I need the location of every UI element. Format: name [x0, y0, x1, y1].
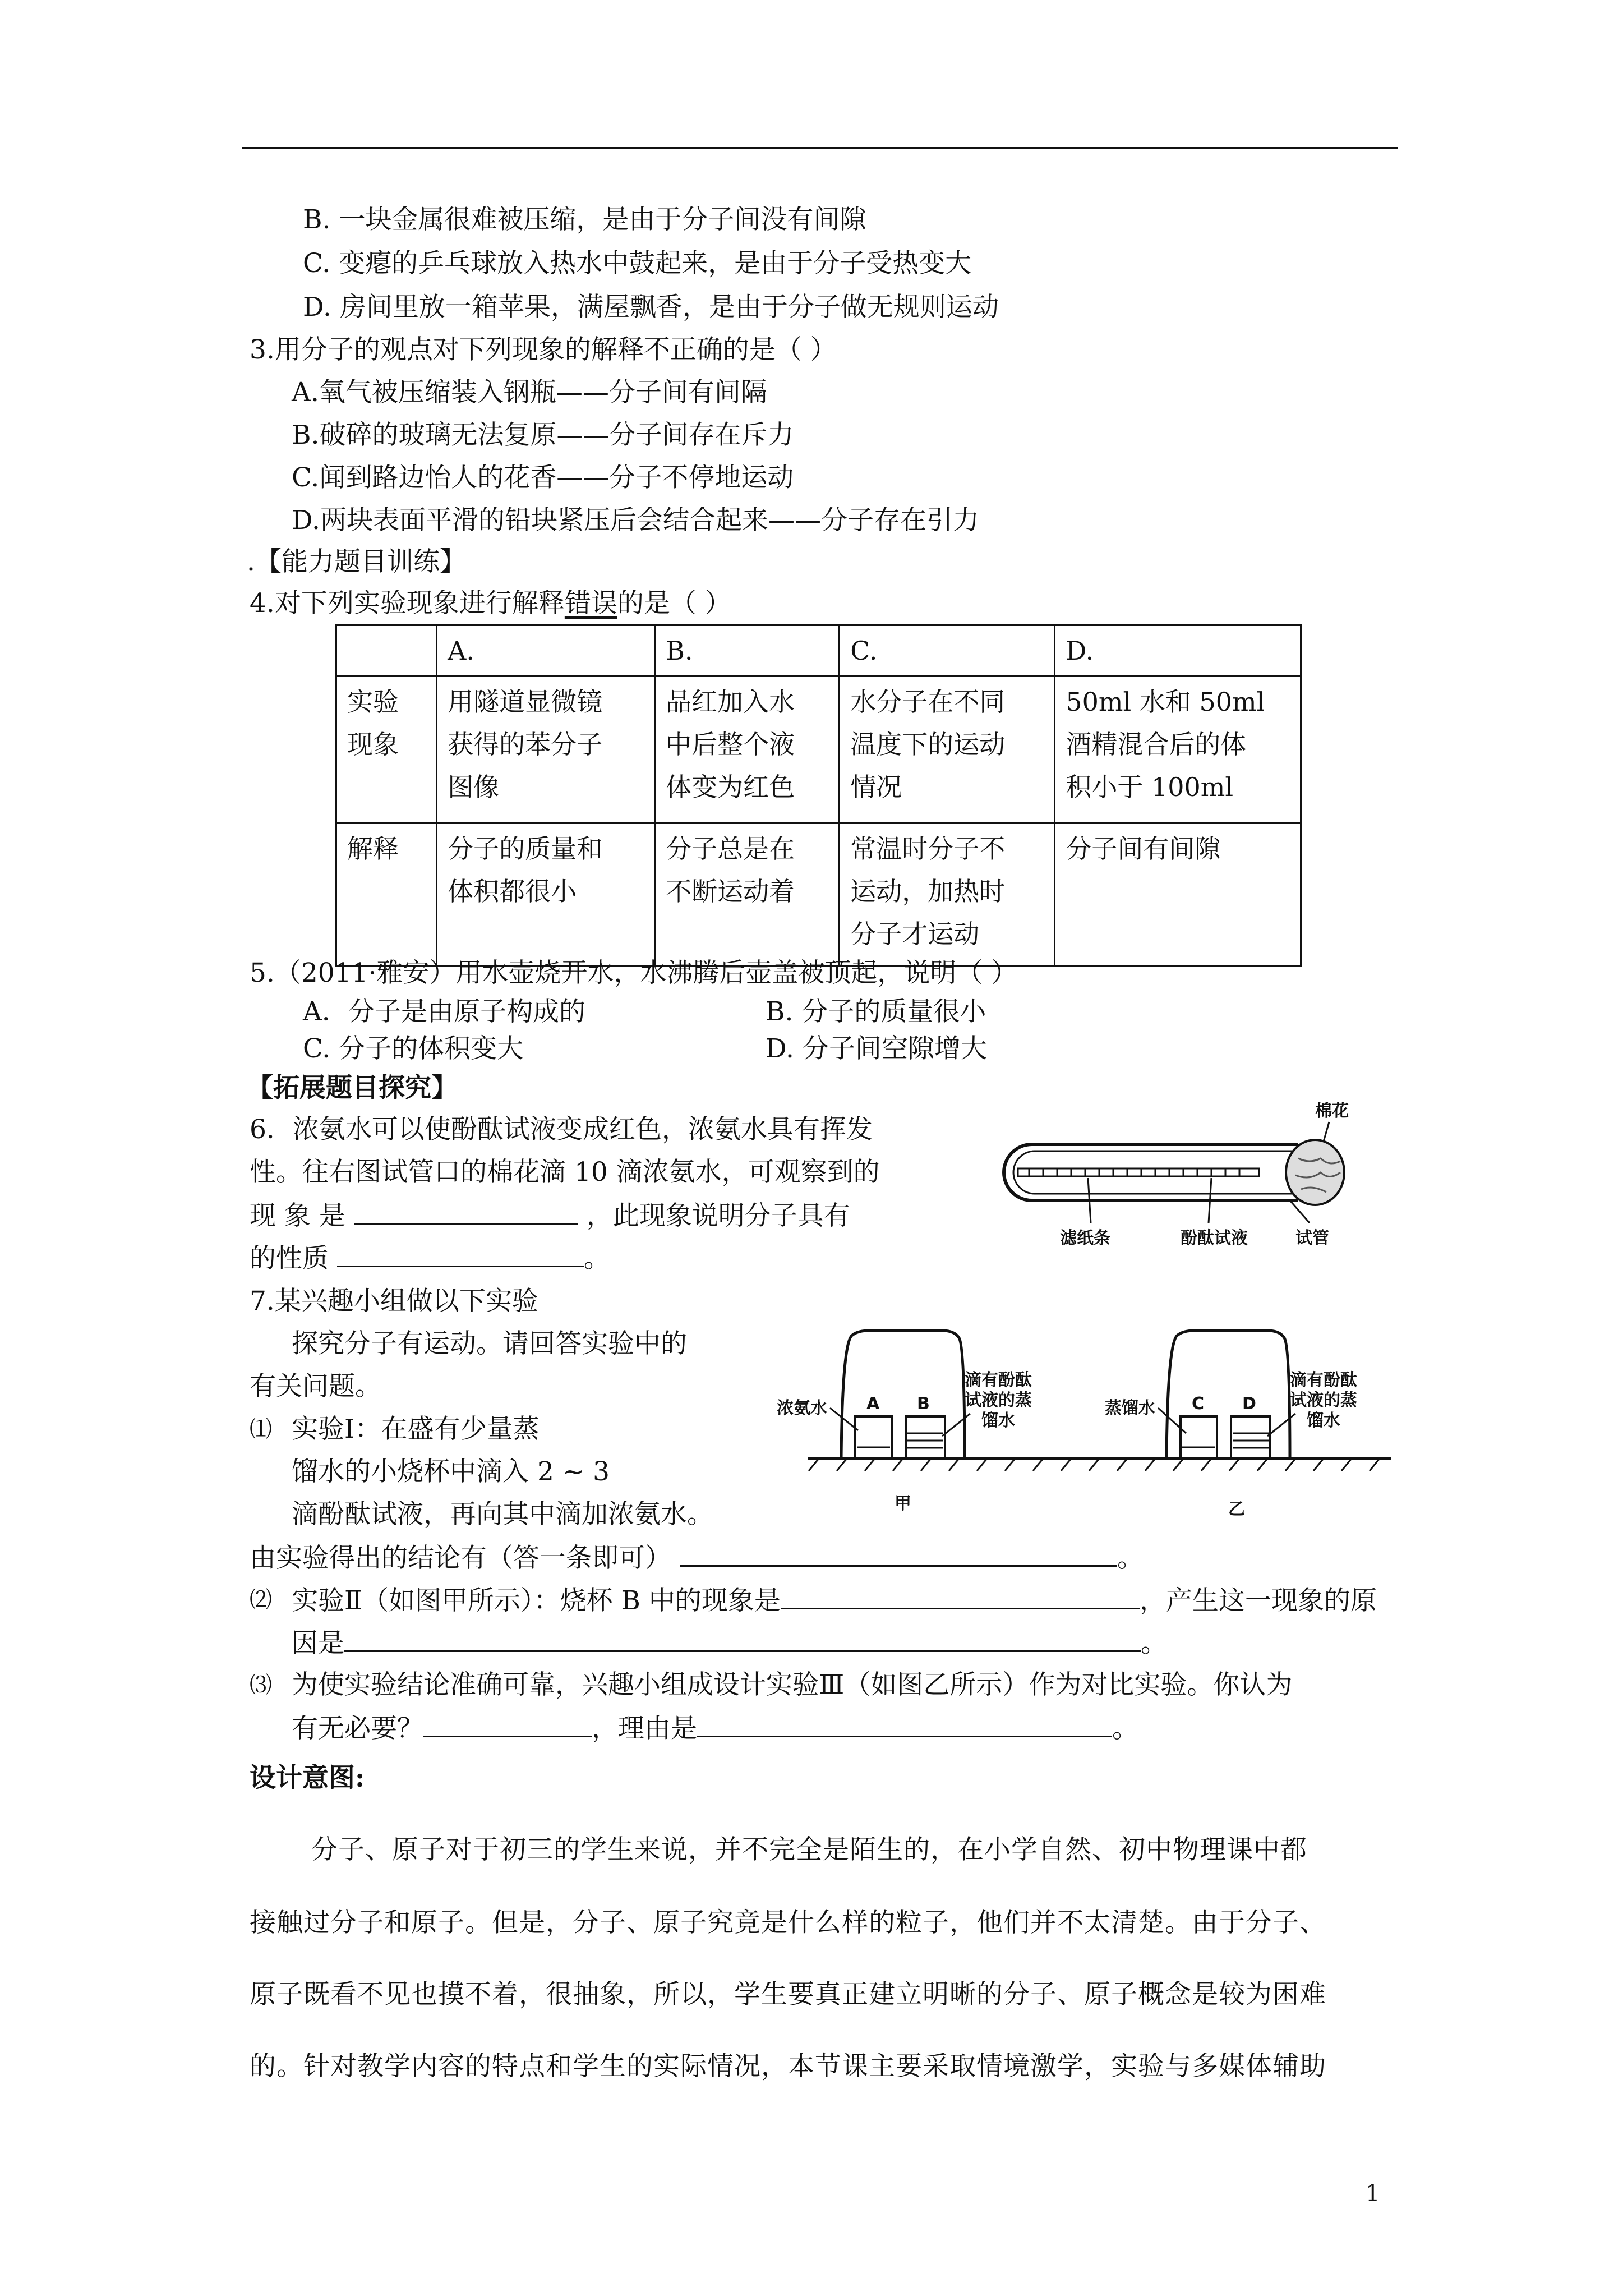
q7-apparatus-figure — [774, 1318, 1402, 1537]
q7-part-3-blank-1[interactable] — [423, 1711, 592, 1737]
cotton-label: 棉花 — [1315, 1101, 1349, 1121]
q7-conclusion-end: 。 — [1117, 1543, 1144, 1573]
yi-phenol-label-2: 试液的蒸 — [1290, 1391, 1357, 1410]
q4-header-row — [336, 625, 1301, 677]
ammonia-label: 浓氨水 — [777, 1398, 827, 1418]
q6-line-2: 性。往右图试管口的棉花滴 10 滴浓氨水，可观察到的 — [250, 1157, 880, 1188]
q2-option-c: C. 变瘪的乒乓球放入热水中鼓起来，是由于分子受热变大 — [303, 248, 972, 279]
q6-test-tube-figure — [965, 1097, 1380, 1265]
q7-part-1-a: 实验Ⅰ：在盛有少量蒸 — [292, 1414, 540, 1444]
beaker-d — [1231, 1416, 1270, 1458]
table-cell — [1055, 677, 1301, 823]
beaker-b — [906, 1416, 945, 1458]
cell-line: 分子总是在 — [666, 834, 795, 864]
table-cell — [1055, 823, 1301, 966]
header-rule — [242, 147, 1398, 149]
q6-line-4-a: 的性质 — [250, 1243, 329, 1274]
yi-label: 乙 — [1228, 1499, 1245, 1519]
beaker-d-label: D — [1242, 1394, 1256, 1414]
section-ability-title: .【能力题目训练】 — [247, 546, 466, 577]
yi-phenol-label-1: 滴有酚酞 — [1290, 1370, 1357, 1390]
cell-line: 温度下的运动 — [850, 729, 1006, 760]
cell-line: 分子才运动 — [850, 919, 980, 949]
table-header-cell — [336, 625, 437, 677]
q7-part-3-b: 有无必要？ — [292, 1713, 423, 1744]
q7-part-1-c: 滴酚酞试液，再向其中滴加浓氨水。 — [292, 1499, 713, 1530]
q3-option-a: A.氧气被压缩装入钢瓶——分子间有间隔 — [292, 377, 767, 408]
cell-line: 实验 — [347, 687, 399, 717]
q6-line-4-b: 。 — [583, 1243, 610, 1274]
cell-line: 情况 — [850, 772, 902, 802]
q6-line-3 — [250, 1198, 850, 1233]
section-extend-title: 【拓展题目探究】 — [247, 1073, 458, 1103]
cell-line: 不断运动着 — [666, 876, 795, 907]
q5-option-d: D. 分子间空隙增大 — [766, 1033, 987, 1064]
design-paragraph-line-3: 原子既看不见也摸不着，很抽象，所以，学生要真正建立明晰的分子、原子概念是较为困难 — [250, 1979, 1326, 2010]
beaker-c-label: C — [1192, 1394, 1205, 1414]
q4-stem-suffix: 的是（ ） — [617, 588, 731, 619]
cell-line: 用隧道显微镜 — [448, 687, 603, 717]
design-title: 设计意图: — [250, 1763, 365, 1793]
yi-phenol-leader — [1267, 1414, 1295, 1436]
cell-line: 获得的苯分子 — [448, 729, 603, 760]
cell-line: 50ml 水和 50ml — [1066, 687, 1265, 717]
cotton-leader — [1324, 1122, 1329, 1142]
q3-option-d: D.两块表面平滑的铅块紧压后会结合起来——分子存在引力 — [292, 505, 979, 536]
cell-line: 水分子在不同 — [850, 687, 1006, 717]
table-header-cell: B. — [655, 625, 840, 677]
beaker-b-liquid — [907, 1433, 943, 1448]
q6-line-4 — [250, 1241, 610, 1276]
q7-part-2-b: ，产生这一现象的原 — [1139, 1585, 1377, 1616]
jia-phenol-leader — [942, 1414, 970, 1436]
q4-stem — [250, 587, 731, 620]
beaker-c — [1181, 1416, 1217, 1458]
cell-line: 图像 — [448, 772, 500, 802]
jia-phenol-label-2: 试液的蒸 — [965, 1391, 1032, 1410]
q7-part-2-line-2 — [292, 1626, 1167, 1660]
q2-option-d: D. 房间里放一箱苹果，满屋飘香，是由于分子做无规则运动 — [303, 292, 999, 323]
cell-line: 积小于 100ml — [1066, 772, 1234, 802]
cell-line: 现象 — [347, 729, 399, 760]
q7-conclusion-text: 由实验得出的结论有（答一条即可） — [250, 1543, 671, 1573]
beaker-a-label: A — [866, 1394, 880, 1414]
q7-line-3: 有关问题。 — [250, 1371, 381, 1402]
jia-label: 甲 — [895, 1494, 911, 1513]
q3-option-b: B.破碎的玻璃无法复原——分子间存在斥力 — [292, 420, 794, 450]
beaker-d-liquid — [1233, 1433, 1269, 1448]
design-paragraph-line-4: 的。针对教学内容的特点和学生的实际情况，本节课主要采取情境激学，实验与多媒体辅助 — [250, 2051, 1326, 2082]
cotton-plug — [1286, 1140, 1344, 1205]
q4-stem-emph: 错误 — [564, 588, 617, 619]
q5-option-c: C. 分子的体积变大 — [303, 1033, 524, 1064]
q6-answer-blank-1[interactable] — [354, 1198, 578, 1225]
q7-conclusion-blank[interactable] — [680, 1540, 1117, 1567]
q4-stem-prefix: 4.对下列实验现象进行解释 — [250, 588, 565, 619]
jia-phenol-label-1: 滴有酚酞 — [965, 1370, 1032, 1390]
distilled-leader — [1158, 1408, 1186, 1433]
table-cell — [437, 823, 655, 966]
q7-conclusion — [250, 1540, 1144, 1575]
filter-paper-strip — [1018, 1168, 1259, 1176]
q6-line-3-a: 现 象 是 — [250, 1200, 345, 1231]
table-header-cell: A. — [437, 625, 655, 677]
cell-line: 酒精混合后的体 — [1066, 729, 1247, 760]
cell-line: 体变为红色 — [666, 772, 795, 802]
q7-line-2: 探究分子有运动。请回答实验中的 — [292, 1328, 687, 1359]
cell-line: 品红加入水 — [666, 687, 795, 717]
q7-part-2-c: 因是 — [292, 1628, 344, 1659]
q7-part-2-blank-2[interactable] — [344, 1626, 1141, 1652]
q4-explanation-row — [336, 823, 1301, 966]
page-number: 1 — [1366, 2180, 1380, 2206]
q7-part-3-a: 为使实验结论准确可靠，兴趣小组成设计实验Ⅲ（如图乙所示）作为对比实验。你认为 — [292, 1669, 1293, 1700]
q7-part-2-line-1 — [292, 1583, 1377, 1618]
q7-part-2-blank-1[interactable] — [781, 1583, 1140, 1609]
cell-line: 分子间有间隙 — [1066, 834, 1221, 864]
table-hatching — [809, 1458, 1380, 1471]
q7-part-2-number: ⑵ — [250, 1587, 272, 1613]
beaker-a — [855, 1416, 892, 1458]
table-cell — [655, 677, 840, 823]
jia-phenol-label-3: 馏水 — [981, 1411, 1015, 1430]
q7-part-3-line-2 — [292, 1711, 1138, 1746]
cell-line: 体积都很小 — [448, 876, 577, 907]
q7-part-2-a: 实验Ⅱ（如图甲所示）：烧杯 B 中的现象是 — [292, 1585, 781, 1616]
q5-stem: 5.（2011·雅安）用水壶烧开水，水沸腾后壶盖被顶起，说明（ ） — [250, 958, 1018, 988]
cell-line: 分子的质量和 — [448, 834, 603, 864]
beaker-b-label: B — [917, 1394, 930, 1414]
ammonia-leader — [830, 1408, 858, 1430]
yi-phenol-label-3: 馏水 — [1307, 1411, 1340, 1430]
table-cell — [655, 823, 840, 966]
q7-part-3-number: ⑶ — [250, 1672, 272, 1698]
table-row-label: 解释 — [336, 823, 437, 966]
cell-line: 中后整个液 — [666, 729, 795, 760]
q7-part-1-b: 馏水的小烧杯中滴入 2 ~ 3 — [292, 1456, 610, 1487]
q5-option-a: A．分子是由原子构成的 — [303, 996, 585, 1027]
q5-option-b: B. 分子的质量很小 — [766, 996, 986, 1027]
table-header-cell: D. — [1055, 625, 1301, 677]
q7-line-1: 7.某兴趣小组做以下实验 — [250, 1286, 538, 1317]
q6-line-1: 6．浓氨水可以使酚酞试液变成红色，浓氨水具有挥发 — [250, 1114, 873, 1145]
q7-part-3-c: ，理由是 — [592, 1713, 697, 1744]
design-paragraph-line-2: 接触过分子和原子。但是，分子、原子究竟是什么样的粒子，他们并不太清楚。由于分子、 — [250, 1907, 1326, 1938]
q6-answer-blank-2[interactable] — [337, 1241, 584, 1267]
q7-part-3-d: 。 — [1112, 1713, 1138, 1744]
phenol-label: 酚酞试液 — [1181, 1228, 1248, 1248]
q7-part-2-d: 。 — [1141, 1628, 1167, 1659]
table-cell — [437, 677, 655, 823]
cell-line: 运动，加热时 — [850, 876, 1006, 907]
q3-option-c: C.闻到路边怡人的花香——分子不停地运动 — [292, 462, 794, 493]
q7-part-3-blank-2[interactable] — [697, 1711, 1112, 1737]
q2-option-b: B. 一块金属很难被压缩，是由于分子间没有间隙 — [303, 204, 866, 235]
tube-label: 试管 — [1295, 1228, 1329, 1248]
cell-line: 常温时分子不 — [850, 834, 1006, 864]
q3-stem: 3.用分子的观点对下列现象的解释不正确的是（ ） — [250, 334, 837, 365]
q4-phenomenon-row — [336, 677, 1301, 823]
q7-part-1-number: ⑴ — [250, 1416, 272, 1442]
distilled-label: 蒸馏水 — [1105, 1398, 1155, 1418]
table-header-cell: C. — [840, 625, 1055, 677]
table-cell — [840, 677, 1055, 823]
q6-line-3-b: ，此现象说明分子具有 — [586, 1200, 850, 1231]
design-paragraph-line-1: 分子、原子对于初三的学生来说，并不完全是陌生的，在小学自然、初中物理课中都 — [311, 1834, 1307, 1865]
table-row-label — [336, 677, 437, 823]
table-cell — [840, 823, 1055, 966]
q4-table — [335, 624, 1302, 967]
filter-paper-label: 滤纸条 — [1060, 1228, 1110, 1248]
